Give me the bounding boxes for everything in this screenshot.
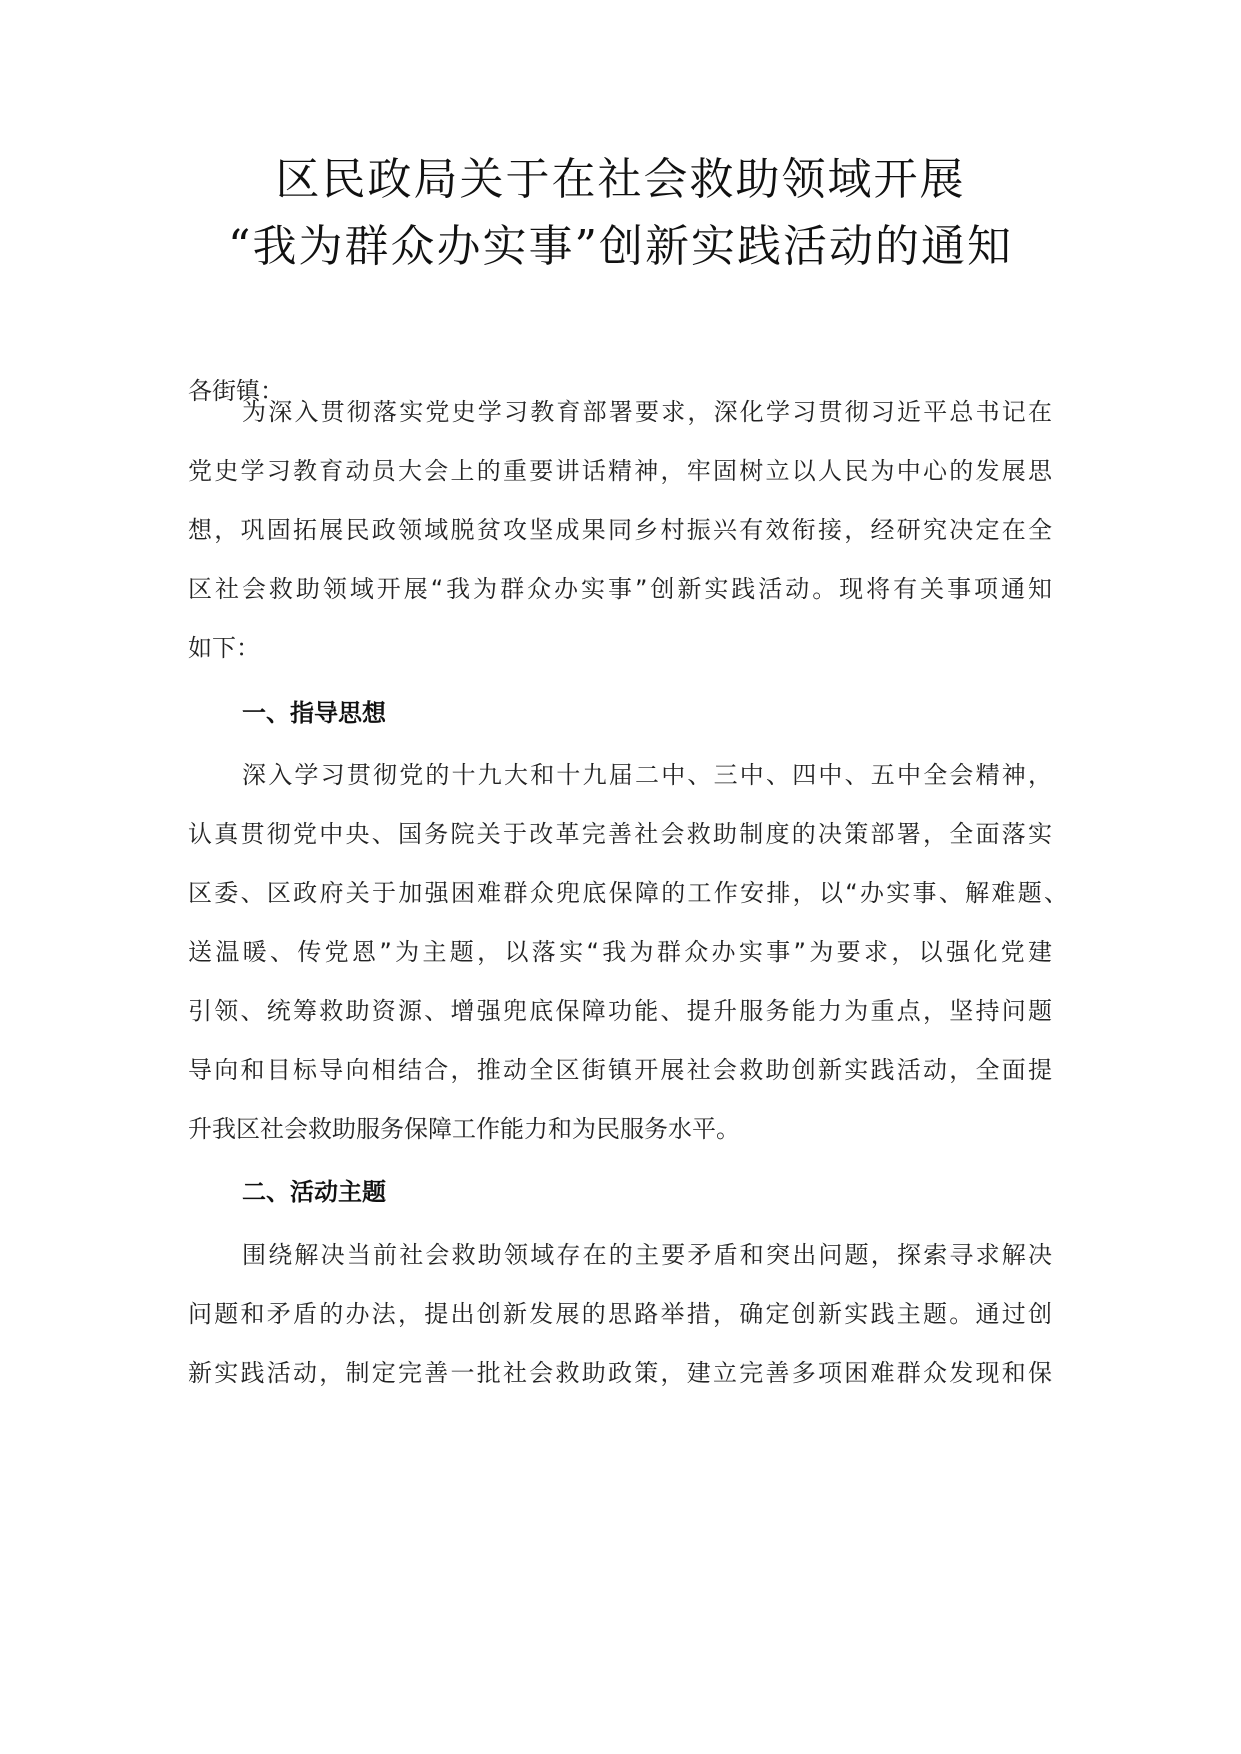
- document-title-line-2: “我为群众办实事”创新实践活动的通知: [228, 221, 1013, 272]
- section2-line-2: 问题和矛盾的办法，提出创新发展的思路举措，确定创新实践主题。通过创: [188, 1300, 1052, 1328]
- section1-line-1: 深入学习贯彻党的十九大和十九届二中、三中、四中、五中全会精神，: [242, 761, 1052, 789]
- section1-line-4: 送温暖、传党恩”为主题，以落实“我为群众办实事”为要求，以强化党建: [188, 938, 1052, 966]
- section-heading-activity-theme: 二、活动主题: [242, 1178, 386, 1206]
- intro-line-4: 区社会救助领域开展“我为群众办实事”创新实践活动。现将有关事项通知: [188, 575, 1052, 603]
- section-heading-guiding-ideology: 一、指导思想: [242, 699, 386, 727]
- salutation: 各街镇：: [188, 377, 284, 405]
- section1-line-2: 认真贯彻党中央、国务院关于改革完善社会救助制度的决策部署，全面落实: [188, 820, 1052, 848]
- section1-line-7: 升我区社会救助服务保障工作能力和为民服务水平。: [188, 1115, 740, 1143]
- section1-line-3: 区委、区政府关于加强困难群众兜底保障的工作安排，以“办实事、解难题、: [188, 879, 1068, 907]
- intro-line-1: 为深入贯彻落实党史学习教育部署要求，深化学习贯彻习近平总书记在: [242, 398, 1052, 426]
- section1-line-5: 引领、统筹救助资源、增强兜底保障功能、提升服务能力为重点，坚持问题: [188, 997, 1052, 1025]
- section2-line-1: 围绕解决当前社会救助领域存在的主要矛盾和突出问题，探索寻求解决: [242, 1241, 1052, 1269]
- section2-line-3: 新实践活动，制定完善一批社会救助政策，建立完善多项困难群众发现和保: [188, 1359, 1052, 1387]
- intro-line-3: 想，巩固拓展民政领域脱贫攻坚成果同乡村振兴有效衔接，经研究决定在全: [188, 516, 1052, 544]
- intro-line-5: 如下：: [188, 634, 260, 662]
- intro-line-2: 党史学习教育动员大会上的重要讲话精神，牢固树立以人民为中心的发展思: [188, 457, 1052, 485]
- document-title-line-1: 区民政局关于在社会救助领域开展: [275, 154, 966, 205]
- section1-line-6: 导向和目标导向相结合，推动全区街镇开展社会救助创新实践活动，全面提: [188, 1056, 1052, 1084]
